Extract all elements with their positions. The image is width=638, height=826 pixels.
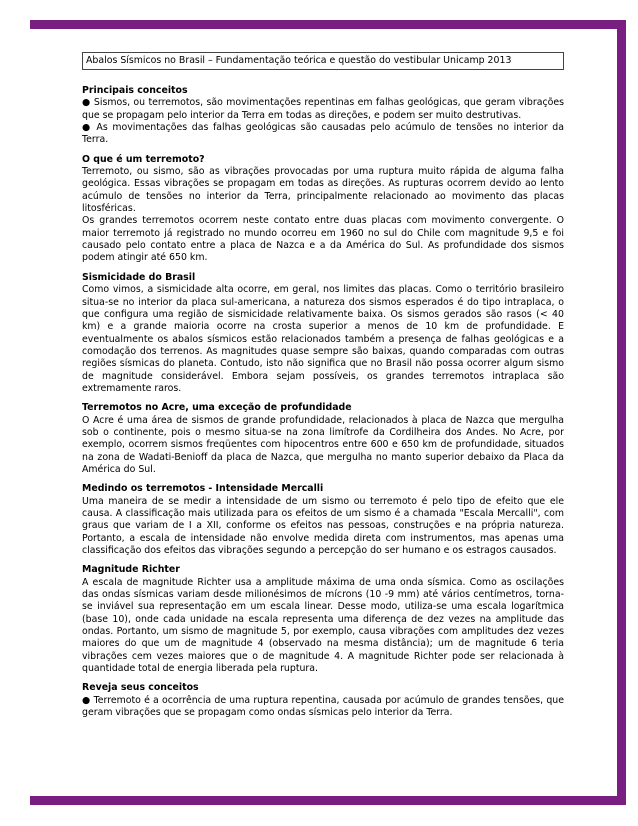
section (82, 402, 564, 476)
document-body (82, 85, 564, 720)
section-heading: Terremotos no Acre, uma exceção de profundidade (82, 402, 352, 414)
section-heading: Principais conceitos (82, 85, 188, 96)
section-paragraph: ● As movimentações das falhas geológicas são causadas pelo acúmulo de tensões no interior da Terra. (82, 122, 564, 146)
frame-border-right (617, 20, 626, 805)
section-paragraph: Os grandes terremotos ocorrem neste contato entre duas placas com movimento convergente. O maior terremoto já registrado no mundo ocorreu em 1960 no sul do Chile com magnitude 9,5 e foi causado pelo contato entre a placa de Nazca e a da América do Sul. As profundidade dos sismos podem atingir até 650 km. (82, 215, 564, 264)
section-paragraph: Uma maneira de se medir a intensidade de um sismo ou terremoto é pelo tipo de efeito que ele causa. A classificação mais utilizada para os efeitos de um sismo é a chamada "Escala Mercalli", com graus que variam de I a XII, conforme os efeitos nas pessoas, construções e na própria natureza. Portanto, a escala de intensidade não envolve medida direta com instrumentos, mas apenas uma classificação dos efeitos das vibrações segundo a percepção do ser humano e os estragos causados. (82, 495, 564, 557)
section-paragraph: ● Terremoto é a ocorrência de uma ruptura repentina, causada por acúmulo de grandes tensões, que geram vibrações que se propagam como ondas sísmicas pelo interior da Terra. (82, 694, 564, 719)
section-heading: Magnitude Richter (82, 564, 180, 576)
section-heading: O que é um terremoto? (82, 153, 205, 165)
section-paragraph: ● Sismos, ou terremotos, são movimentações repentinas em falhas geológicas, que geram vibrações que se propagam pelo interior da Terra em todas as direções, e podem ser muito destrutivas. (82, 97, 564, 121)
section (82, 85, 564, 147)
section (82, 483, 564, 557)
section-paragraph: A escala de magnitude Richter usa a amplitude máxima de uma onda sísmica. Como as oscilações das ondas sísmicas variam desde milionésimos de mícrons (10 -9 mm) até vários centímetros, torna-se inviável sua representação em um escala linear. Desse modo, utiliza-se uma escala logarítmica (base 10), onde cada unidade na escala representa uma diferença de dez vezes na amplitude das ondas. Portanto, um sismo de magnitude 5, por exemplo, causa vibrações com amplitudes dez vezes maiores do que um de magnitude 4 (observado na mesma distância); um de magnitude 6 teria vibrações cem vezes maiores que o de magnitude 4. A magnitude Richter pode ser relacionada à quantidade total de energia liberada pela ruptura. (82, 576, 564, 675)
section (82, 154, 564, 265)
section (82, 682, 564, 719)
section-paragraph: Terremoto, ou sismo, são as vibrações provocadas por uma ruptura muito rápida de alguma falha geológica. Essas vibrações se propagam em todas as direções. As rupturas ocorrem devido ao lento acúmulo de tensões no interior da Terra, principalmente relacionado ao movimento das placas litosféricas. (82, 166, 564, 215)
section-heading: Medindo os terremotos - Intensidade Mercalli (82, 483, 324, 495)
section (82, 564, 564, 675)
document-header: Abalos Sísmicos no Brasil – Fundamentação teórica e questão do vestibular Unicamp 2013 (82, 52, 564, 70)
frame-border-bottom (30, 796, 626, 805)
section (82, 272, 564, 395)
section-paragraph: O Acre é uma área de sismos de grande profundidade, relacionados à placa de Nazca que mergulha sob o continente, pois o mesmo situa-se na zona limítrofe da Cordilheira dos Andes. No Acre, por exemplo, ocorrem sismos freqüentes com hipocentros entre 600 e 650 km de profundidade, situados na zona de Wadati-Benioff da placa de Nazca, que mergulha no manto superior debaixo da Placa da América do Sul. (82, 414, 564, 475)
section-heading: Sismicidade do Brasil (82, 271, 196, 283)
section-paragraph: Como vimos, a sismicidade alta ocorre, em geral, nos limites das placas. Como o território brasileiro situa-se no interior da placa sul-americana, a natureza dos sismos esperados é do tipo intraplaca, o que configura uma região de sismicidade relativamente baixa. Os sismos gerados são rasos (< 40 km) e a grande maioria ocorre na crosta superior a menos de 10 km de profundidade. E eventualmente os abalos sísmicos estão relacionados também a presença de falhas geológicas e a comodação dos terrenos. As magnitudes quase sempre são baixas, quando comparadas com outras regiões sísmicas do planeta. Contudo, isto não significa que no Brasil não possa ocorrer algum sismo de magnitude considerável. Embora sejam possíveis, os grandes terremotos intraplaca são extremamente raros. (82, 284, 564, 394)
frame-border-top (30, 20, 626, 29)
document-page (82, 52, 564, 727)
section-heading: Reveja seus conceitos (82, 682, 199, 694)
